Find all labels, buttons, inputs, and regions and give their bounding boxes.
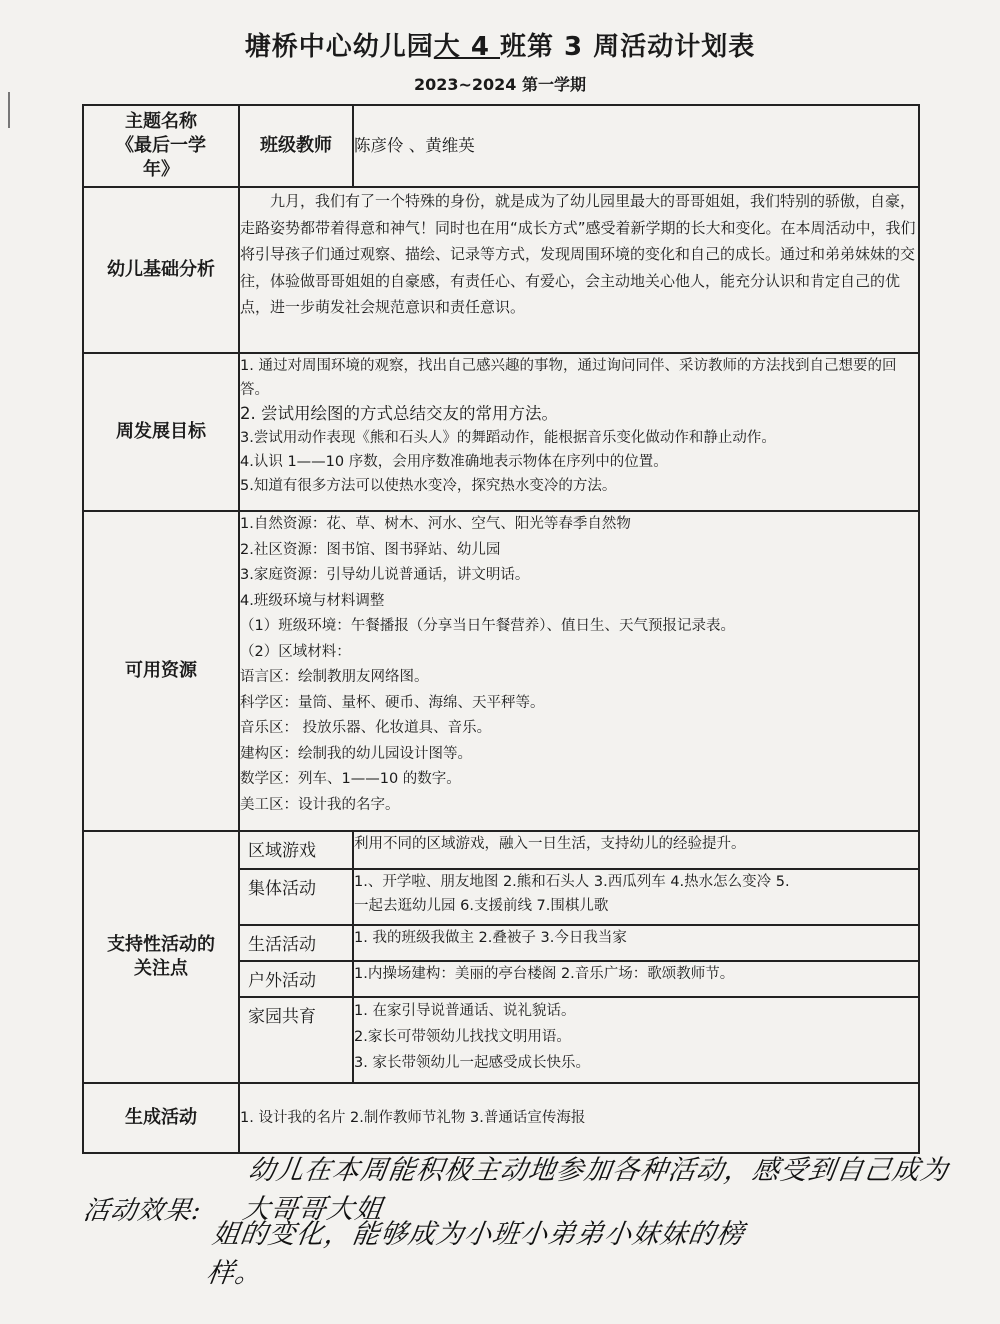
handwritten-effect-label: 活动效果: bbox=[81, 1196, 204, 1226]
support-row-name: 户外活动 bbox=[239, 961, 353, 997]
resource-item: 2.社区资源：图书馆、图书驿站、幼儿园 bbox=[240, 541, 501, 558]
generated-content bbox=[239, 1083, 919, 1153]
support-row-name: 集体活动 bbox=[239, 869, 353, 925]
goal-item: 1. 通过对周围环境的观察，找出自己感兴趣的事物，通过询问同伴、采访教师的方法找到自己想要的回答。 bbox=[240, 358, 897, 398]
generated-label: 生成活动 bbox=[83, 1083, 239, 1153]
resource-item: 3.家庭资源：引导幼儿说普通话，讲文明话。 bbox=[240, 567, 530, 583]
goals-label: 周发展目标 bbox=[83, 353, 239, 511]
support-row bbox=[83, 831, 919, 869]
resource-item: 音乐区： 投放乐器、化妆道具、音乐。 bbox=[240, 720, 492, 736]
goal-item: 4.认识 1——10 序数，会用序数准确地表示物体在序列中的位置。 bbox=[240, 454, 668, 470]
resource-item: 数学区：列车、1——10 的数字。 bbox=[240, 771, 461, 787]
class-teacher-label: 班级教师 bbox=[239, 105, 353, 187]
generated-text: 1. 设计我的名片 2.制作教师节礼物 3.普通话宣传海报 bbox=[240, 1110, 586, 1126]
support-label-cell bbox=[83, 831, 239, 1083]
goal-item: 5.知道有很多方法可以使热水变冷，探究热水变冷的方法。 bbox=[240, 478, 617, 494]
resource-item: 科学区：量筒、量杯、硬币、海绵、天平秤等。 bbox=[240, 694, 545, 711]
resource-item: （1）班级环境：午餐播报（分享当日午餐营养）、值日生、天气预报记录表。 bbox=[240, 618, 735, 634]
support-row-line: 3. 家长带领幼儿一起感受成长快乐。 bbox=[354, 1055, 590, 1071]
support-label-1: 支持性活动的 bbox=[107, 934, 215, 955]
support-row-content bbox=[353, 961, 919, 997]
teachers-text: 陈彦伶 、黄维英 bbox=[354, 136, 475, 155]
support-row-name: 生活活动 bbox=[239, 925, 353, 961]
support-row-line: 1.内操场建构：美丽的亭台楼阁 2.音乐广场：歌颂教师节。 bbox=[354, 966, 735, 982]
support-row-line: 1. 我的班级我做主 2.叠被子 3.今日我当家 bbox=[354, 930, 627, 946]
theme-name-value-1: 《最后一学 bbox=[116, 135, 206, 156]
resource-item: 1.自然资源：花、草、树木、河水、空气、阳光等春季自然物 bbox=[240, 516, 631, 532]
resource-item: 建构区：绘制我的幼儿园设计图等。 bbox=[240, 745, 472, 762]
support-row-line: 1.、开学啦、朋友地图 2.熊和石头人 3.西瓜列车 4.热水怎么变冷 5. bbox=[354, 874, 790, 890]
resource-item: 语言区：绘制教朋友网络图。 bbox=[240, 669, 429, 685]
support-row-name: 区域游戏 bbox=[239, 831, 353, 869]
generated-row bbox=[83, 1083, 919, 1153]
support-row-line: 1. 在家引导说普通话、说礼貌话。 bbox=[354, 1003, 576, 1019]
analysis-text: 九月，我们有了一个特殊的身份，就是成为了幼儿园里最大的哥哥姐姐，我们特别的骄傲，自豪，走路姿势都带着得意和神气！同时也在用“成长方式”感受着新学期的长大和变化。在本周活动中，我们将引导孩子们通过观察、描绘、记录等方式，发现周围环境的变化和自己的成长。通过和弟弟妹妹的交往，体验做哥哥姐姐的自豪感，有责任心、有爱心，会主动地关心他人，能充分认识和肯定自己的优点，进一步萌发社会规范意识和责任意识。 bbox=[239, 187, 919, 353]
support-label-2: 关注点 bbox=[134, 958, 188, 979]
theme-name-cell bbox=[83, 105, 239, 187]
goals-row bbox=[83, 353, 919, 511]
scan-edge-mark bbox=[8, 92, 10, 128]
support-row-content bbox=[353, 869, 919, 925]
class-teachers-value bbox=[353, 105, 919, 187]
support-row-line: 利用不同的区域游戏，融入一日生活，支持幼儿的经验提升。 bbox=[354, 836, 746, 852]
title-class-underlined: 大 4 bbox=[433, 32, 500, 62]
support-row-content bbox=[353, 925, 919, 961]
support-row-content bbox=[353, 831, 919, 869]
handwritten-effect-line-1: 幼儿在本周能积极主动地参加各种活动，感受到自己成为大哥哥大姐 bbox=[240, 1155, 951, 1225]
handwritten-effect-line-2: 姐的变化，能够成为小班小弟弟小妹妹的榜样。 bbox=[204, 1219, 747, 1289]
resource-item: （2）区域材料： bbox=[240, 643, 351, 660]
header-row bbox=[83, 105, 919, 187]
support-row-content bbox=[353, 997, 919, 1083]
resource-item: 美工区：设计我的名字。 bbox=[240, 796, 400, 813]
goals-content bbox=[239, 353, 919, 511]
analysis-row bbox=[83, 187, 919, 353]
goal-item: 3.尝试用动作表现《熊和石头人》的舞蹈动作，能根据音乐变化做动作和静止动作。 bbox=[240, 430, 776, 446]
analysis-label: 幼儿基础分析 bbox=[83, 187, 239, 353]
weekly-plan-table bbox=[82, 104, 920, 1154]
support-row-name: 家园共育 bbox=[239, 997, 353, 1083]
support-row-line: 一起去逛幼儿园 6.支援前线 7.围棋儿歌 bbox=[354, 898, 609, 914]
page-title bbox=[0, 26, 1000, 63]
resources-content bbox=[239, 511, 919, 831]
title-part-2: 班第 3 周活动计划表 bbox=[500, 32, 756, 62]
title-part-1: 塘桥中心幼儿园 bbox=[244, 32, 434, 62]
resources-row bbox=[83, 511, 919, 831]
resources-label: 可用资源 bbox=[83, 511, 239, 831]
theme-name-value-2: 年》 bbox=[143, 159, 179, 180]
semester-subtitle: 2023~2024 第一学期 bbox=[413, 75, 587, 94]
theme-name-label: 主题名称 bbox=[125, 111, 197, 132]
support-row-line: 2.家长可带领幼儿找找文明用语。 bbox=[354, 1029, 571, 1045]
goal-item: 2. 尝试用绘图的方式总结交友的常用方法。 bbox=[240, 404, 558, 423]
resource-item: 4.班级环境与材料调整 bbox=[240, 592, 385, 609]
